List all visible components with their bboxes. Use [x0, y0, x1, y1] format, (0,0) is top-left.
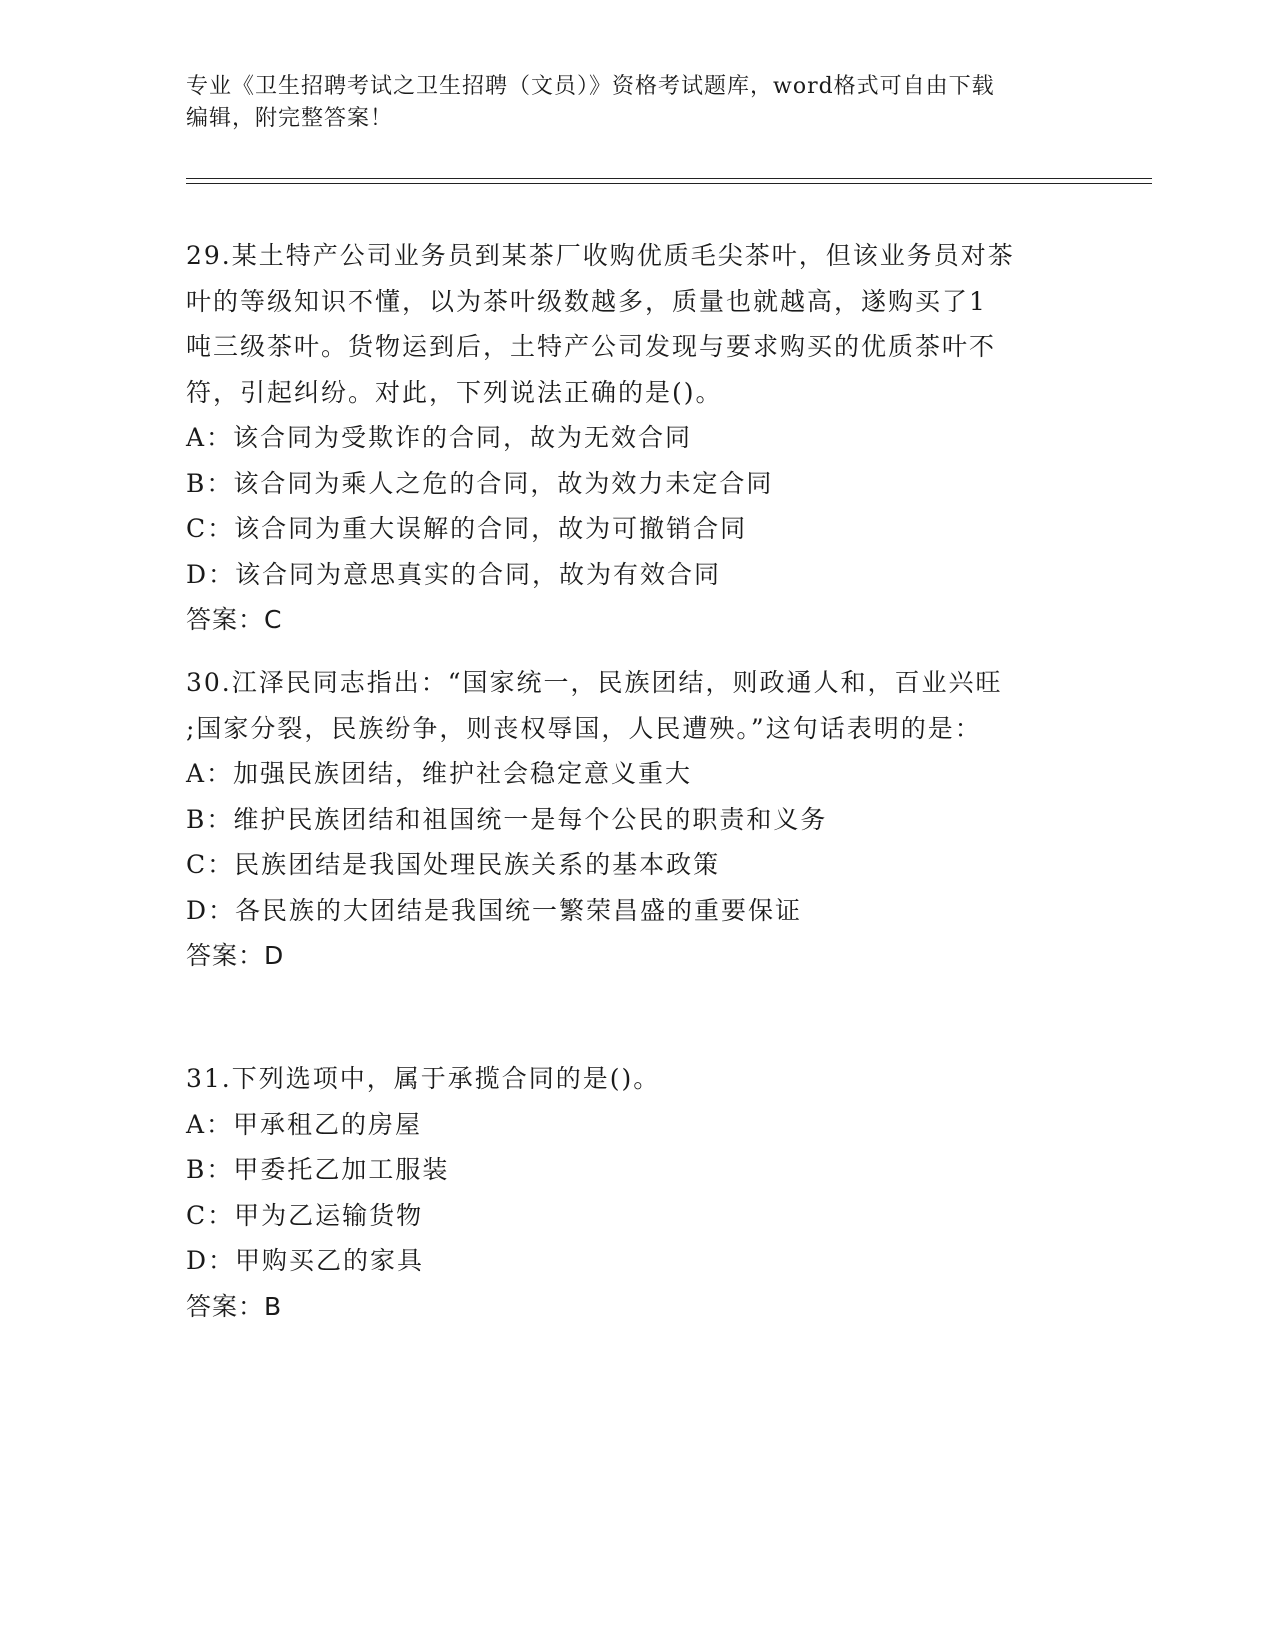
question-30 — [186, 660, 1086, 979]
question-text-line: 29.某土特产公司业务员到某茶厂收购优质毛尖茶叶，但该业务员对茶 — [186, 241, 1015, 270]
question-text-line: 叶的等级知识不懂，以为茶叶级数越多，质量也就越高，遂购买了1 — [186, 286, 987, 316]
answer: 答案：D — [186, 941, 285, 970]
header-line-1: 专业《卫生招聘考试之卫生招聘（文员）》资格考试题库，word格式可自由下载 — [186, 74, 995, 99]
question-text-line: 符，引起纠纷。对此，下列说法正确的是()。 — [186, 377, 723, 407]
answer: 答案：C — [186, 605, 283, 634]
option-c: C：该合同为重大误解的合同，故为可撤销合同 — [186, 514, 748, 543]
answer: 答案：B — [186, 1291, 283, 1321]
option-d: D：甲购买乙的家具 — [186, 1246, 425, 1275]
option-d: D：该合同为意思真实的合同，故为有效合同 — [186, 559, 722, 589]
option-b: B：该合同为乘人之危的合同，故为效力未定合同 — [186, 468, 774, 498]
option-c: C：甲为乙运输货物 — [186, 1200, 424, 1230]
option-a: A：甲承租乙的房屋 — [186, 1109, 423, 1139]
question-text-line: 30.江泽民同志指出：“国家统一，民族团结，则政通人和，百业兴旺 — [186, 668, 1003, 697]
option-b: B：维护民族团结和祖国统一是每个公民的职责和义务 — [186, 804, 828, 834]
question-text-line: 吨三级茶叶。货物运到后，土特产公司发现与要求购买的优质茶叶不 — [186, 332, 997, 361]
document-header — [186, 71, 1086, 135]
option-b: B：甲委托乙加工服装 — [186, 1155, 450, 1184]
option-a: A：加强民族团结，维护社会稳定意义重大 — [186, 759, 693, 788]
header-divider-top — [186, 178, 1152, 179]
question-31 — [186, 1056, 1086, 1329]
question-text-line: 31.下列选项中，属于承揽合同的是()。 — [186, 1064, 661, 1093]
option-c: C：民族团结是我国处理民族关系的基本政策 — [186, 850, 721, 879]
question-text-line: ;国家分裂，民族纷争，则丧权辱国，人民遭殃。”这句话表明的是： — [186, 713, 982, 743]
header-line-2: 编辑，附完整答案！ — [186, 106, 394, 131]
header-divider-bottom — [186, 183, 1152, 184]
question-29 — [186, 233, 1086, 643]
option-a: A：该合同为受欺诈的合同，故为无效合同 — [186, 423, 693, 452]
option-d: D：各民族的大团结是我国统一繁荣昌盛的重要保证 — [186, 895, 803, 925]
